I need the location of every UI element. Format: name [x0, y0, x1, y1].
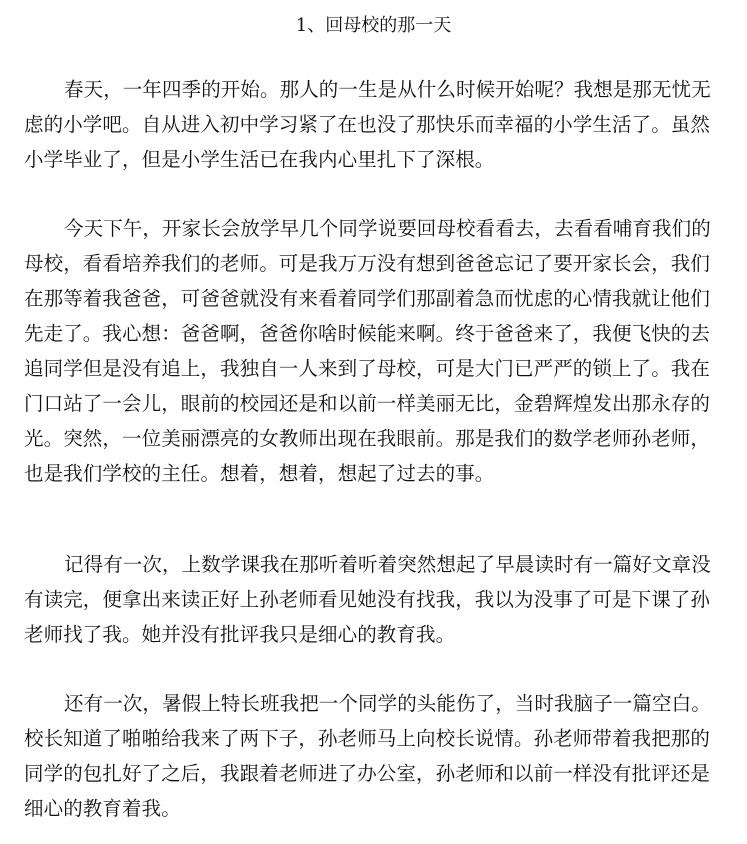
- document-title: 1、回母校的那一天: [295, 15, 452, 36]
- paragraph-summer-class-memory: 还有一次，暑假上特长班我把一个同学的头能伤了，当时我脑子一篇空白。校长知道了啪啪给我来了两下子，孙老师马上向校长说情。孙老师带着我把那的同学的包扎好了之后，我跟着老师进了办公室，孙老师和以前一样没有批评还是细心的教育着我。: [24, 692, 711, 820]
- paragraph-afternoon-visit: 今天下午，开家长会放学早几个同学说要回母校看看去，去看看哺育我们的母校，看看培养我们的老师。可是我万万没有想到爸爸忘记了要开家长会，我们在那等着我爸爸，可爸爸就没有来看着同学们那副着急而忧虑的心情我就让他们先走了。我心想：爸爸啊，爸爸你啥时候能来啊。终于爸爸来了，我便飞快的去追同学但是没有追上，我独自一人来到了母校，可是大门已严严的锁上了。我在门口站了一会儿，眼前的校园还是和以前一样美丽无比，金碧辉煌发出那永存的光。突然，一位美丽漂亮的女教师出现在我眼前。那是我们的数学老师孙老师，也是我们学校的主任。想着，想着，想起了过去的事。: [24, 217, 711, 485]
- paragraph-math-class-memory: 记得有一次，上数学课我在那听着听着突然想起了早晨读时有一篇好文章没有读完，便拿出来读正好上孙老师看见她没有找我，我以为没事了可是下课了孙老师找了我。她并没有批评我只是细心的教育我。: [24, 553, 711, 646]
- paragraph-spring: 春天，一年四季的开始。那人的一生是从什么时候开始呢？我想是那无忧无虑的小学吧。自从进入初中学习紧了在也没了那快乐而幸福的小学生活了。虽然小学毕业了，但是小学生活已在我内心里扎下了深根。: [24, 78, 711, 171]
